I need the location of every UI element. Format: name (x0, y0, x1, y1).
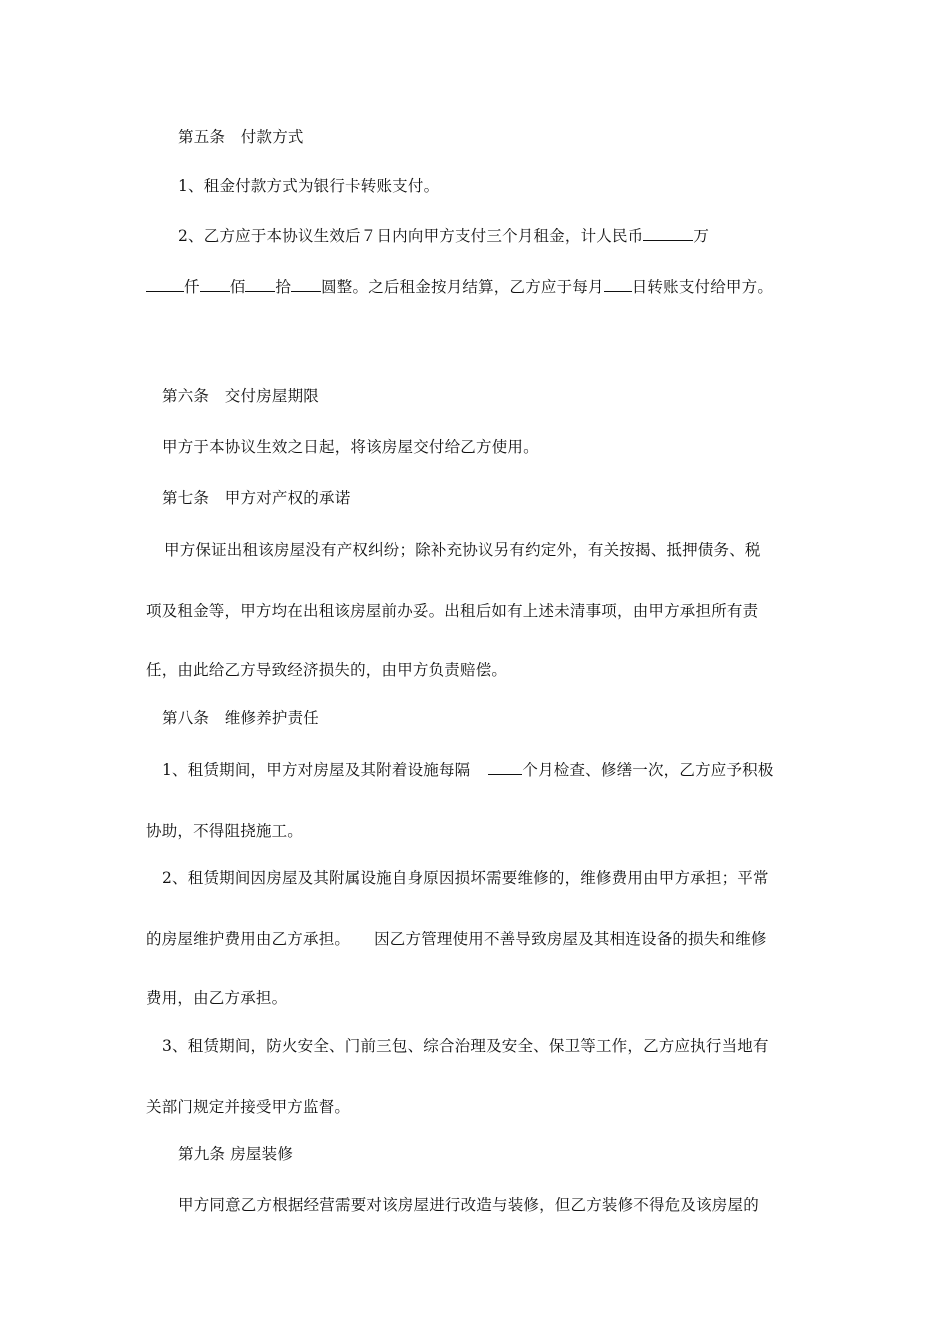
unit-bai: 佰 (229, 278, 246, 296)
article5-item2-line1 (178, 226, 709, 246)
article8-item2-text-a: 的房屋维护费用由乙方承担。 (146, 930, 351, 948)
article5-item2-text-b: 万 (693, 227, 710, 245)
article5-heading: 第五条 付款方式 (178, 128, 304, 146)
article8-item2-text-b: 因乙方管理使用不善导致房屋及其相连设备的损失和维修 (374, 930, 767, 948)
article5-item2-line2 (146, 277, 773, 297)
article9-line1: 甲方同意乙方根据经营需要对该房屋进行改造与装修，但乙方装修不得危及该房屋的 (178, 1196, 759, 1214)
pay-day-blank (604, 277, 632, 292)
article5-item2-text-a: 2、乙方应于本协议生效后７日内向甲方支付三个月租金，计人民币 (178, 227, 644, 245)
article8-heading: 第八条 维修养护责任 (162, 709, 320, 727)
amount-yuan-blank (291, 277, 321, 292)
article7-line3: 任，由此给乙方导致经济损失的，由甲方负责赔偿。 (146, 661, 508, 679)
article6-body: 甲方于本协议生效之日起，将该房屋交付给乙方使用。 (162, 438, 539, 456)
article8-item3-line1: 3、租赁期间，防火安全、门前三包、综合治理及安全、保卫等工作，乙方应执行当地有 (162, 1037, 769, 1055)
amount-qian-blank (146, 277, 184, 292)
article7-line1: 甲方保证出租该房屋没有产权纠纷；除补充协议另有约定外，有关按揭、抵押债务、税 (164, 541, 761, 559)
article8-item2-line1: 2、租赁期间因房屋及其附属设施自身原因损坏需要维修的，维修费用由甲方承担；平常 (162, 869, 769, 887)
article8-item1-line1 (162, 760, 774, 780)
amount-bai-blank (200, 277, 230, 292)
unit-qian: 仟 (184, 278, 200, 296)
article7-heading: 第七条 甲方对产权的承诺 (162, 489, 351, 507)
article8-item1-text-a: 1、租赁期间，甲方对房屋及其附着设施每隔 (162, 761, 471, 779)
amount-shi-blank (245, 277, 275, 292)
article5-item1: 1、租金付款方式为银行卡转账支付。 (178, 177, 440, 195)
article5-item2-text-f: 圆整。之后租金按月结算，乙方应于每月 (321, 278, 604, 296)
article9-heading: 第九条 房屋装修 (178, 1145, 294, 1163)
article6-heading: 第六条 交付房屋期限 (162, 387, 320, 405)
inspection-interval-blank (488, 760, 522, 775)
article8-item1-line2: 协助，不得阻挠施工。 (146, 822, 304, 840)
article7-line2: 项及租金等，甲方均在出租该房屋前办妥。出租后如有上述未清事项，由甲方承担所有责 (146, 602, 759, 620)
article8-item2-line2 (146, 929, 767, 949)
article5-item2-text-g: 日转账支付给甲方。 (631, 278, 774, 296)
article8-item2-line3: 费用，由乙方承担。 (146, 989, 288, 1007)
article8-item1-text-b: 个月检查、修缮一次，乙方应予积极 (522, 761, 774, 779)
unit-shi: 拾 (275, 278, 292, 296)
amount-wan-blank (643, 226, 693, 241)
article8-item3-line2: 关部门规定并接受甲方监督。 (146, 1098, 351, 1116)
